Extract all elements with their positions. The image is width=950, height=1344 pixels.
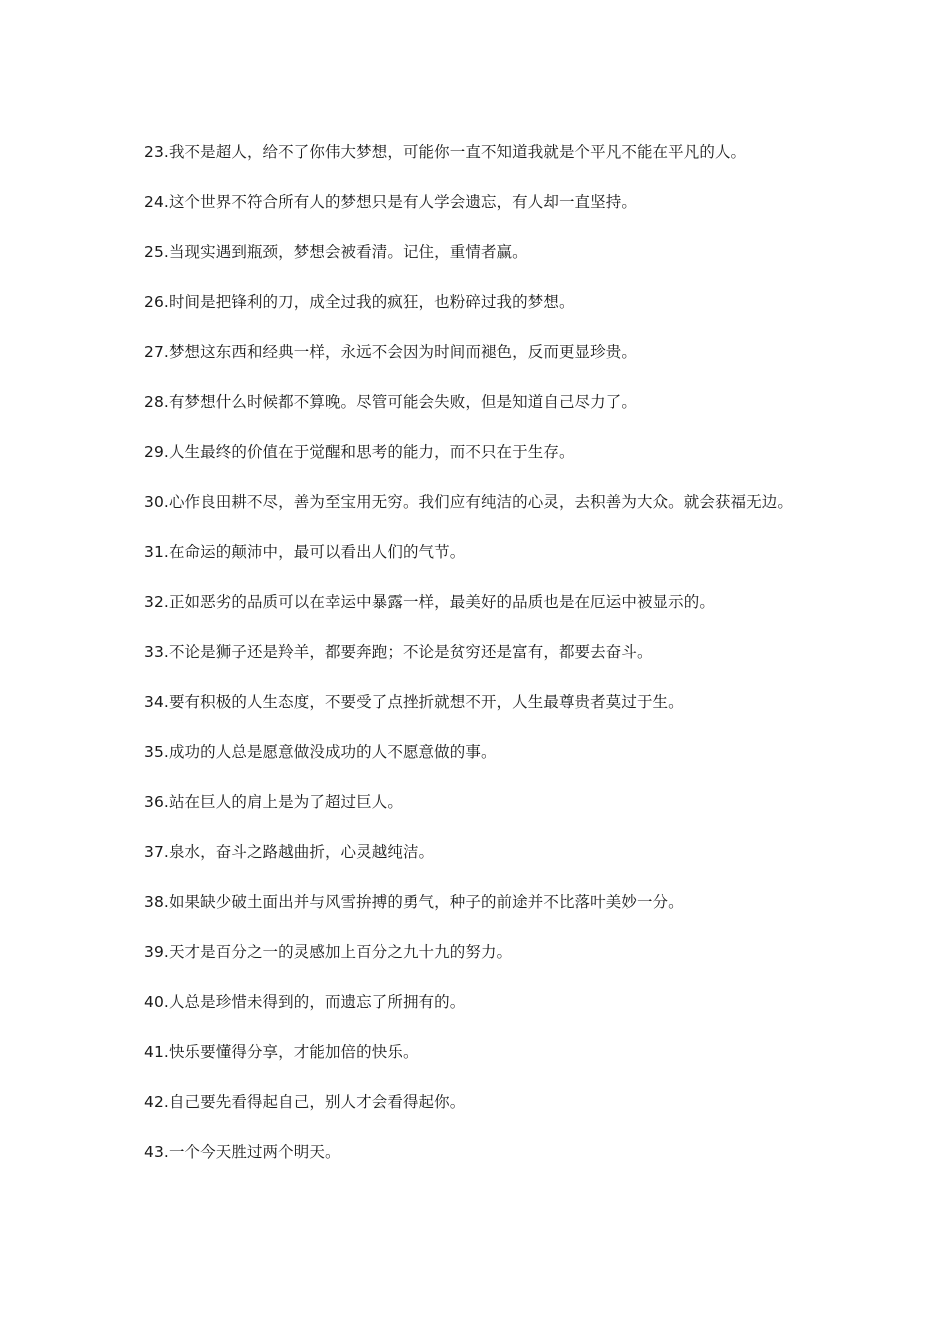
quote-item: 39.天才是百分之一的灵感加上百分之九十九的努力。 xyxy=(144,943,513,961)
quote-item: 35.成功的人总是愿意做没成功的人不愿意做的事。 xyxy=(144,743,497,761)
quote-item: 37.泉水，奋斗之路越曲折，心灵越纯洁。 xyxy=(144,843,435,861)
quote-item: 32.正如恶劣的品质可以在幸运中暴露一样，最美好的品质也是在厄运中被显示的。 xyxy=(144,593,715,611)
quote-item: 25.当现实遇到瓶颈，梦想会被看清。记住，重情者赢。 xyxy=(144,243,528,261)
quote-item: 24.这个世界不符合所有人的梦想只是有人学会遗忘，有人却一直坚持。 xyxy=(144,193,637,211)
quote-item: 30.心作良田耕不尽，善为至宝用无穷。我们应有纯洁的心灵，去积善为大众。就会获福无边。 xyxy=(144,493,793,511)
quote-item: 40.人总是珍惜未得到的，而遗忘了所拥有的。 xyxy=(144,993,466,1011)
quote-item: 38.如果缺少破土面出并与风雪拚搏的勇气，种子的前途并不比落叶美妙一分。 xyxy=(144,893,684,911)
quote-item: 36.站在巨人的肩上是为了超过巨人。 xyxy=(144,793,403,811)
quote-item: 34.要有积极的人生态度，不要受了点挫折就想不开，人生最尊贵者莫过于生。 xyxy=(144,693,684,711)
quote-item: 23.我不是超人，给不了你伟大梦想，可能你一直不知道我就是个平凡不能在平凡的人。 xyxy=(144,143,747,161)
quote-item: 29.人生最终的价值在于觉醒和思考的能力，而不只在于生存。 xyxy=(144,443,575,461)
quote-list xyxy=(144,140,808,1190)
quote-item: 43.一个今天胜过两个明天。 xyxy=(144,1143,341,1161)
quote-item: 33.不论是狮子还是羚羊，都要奔跑；不论是贫穷还是富有，都要去奋斗。 xyxy=(144,643,653,661)
quote-item: 31.在命运的颠沛中，最可以看出人们的气节。 xyxy=(144,543,466,561)
quote-item: 28.有梦想什么时候都不算晚。尽管可能会失败，但是知道自己尽力了。 xyxy=(144,393,637,411)
quote-item: 41.快乐要懂得分享，才能加倍的快乐。 xyxy=(144,1043,419,1061)
quote-item: 26.时间是把锋利的刀，成全过我的疯狂，也粉碎过我的梦想。 xyxy=(144,293,575,311)
quote-item: 42.自己要先看得起自己，别人才会看得起你。 xyxy=(144,1093,466,1111)
quote-item: 27.梦想这东西和经典一样，永远不会因为时间而褪色，反而更显珍贵。 xyxy=(144,343,637,361)
